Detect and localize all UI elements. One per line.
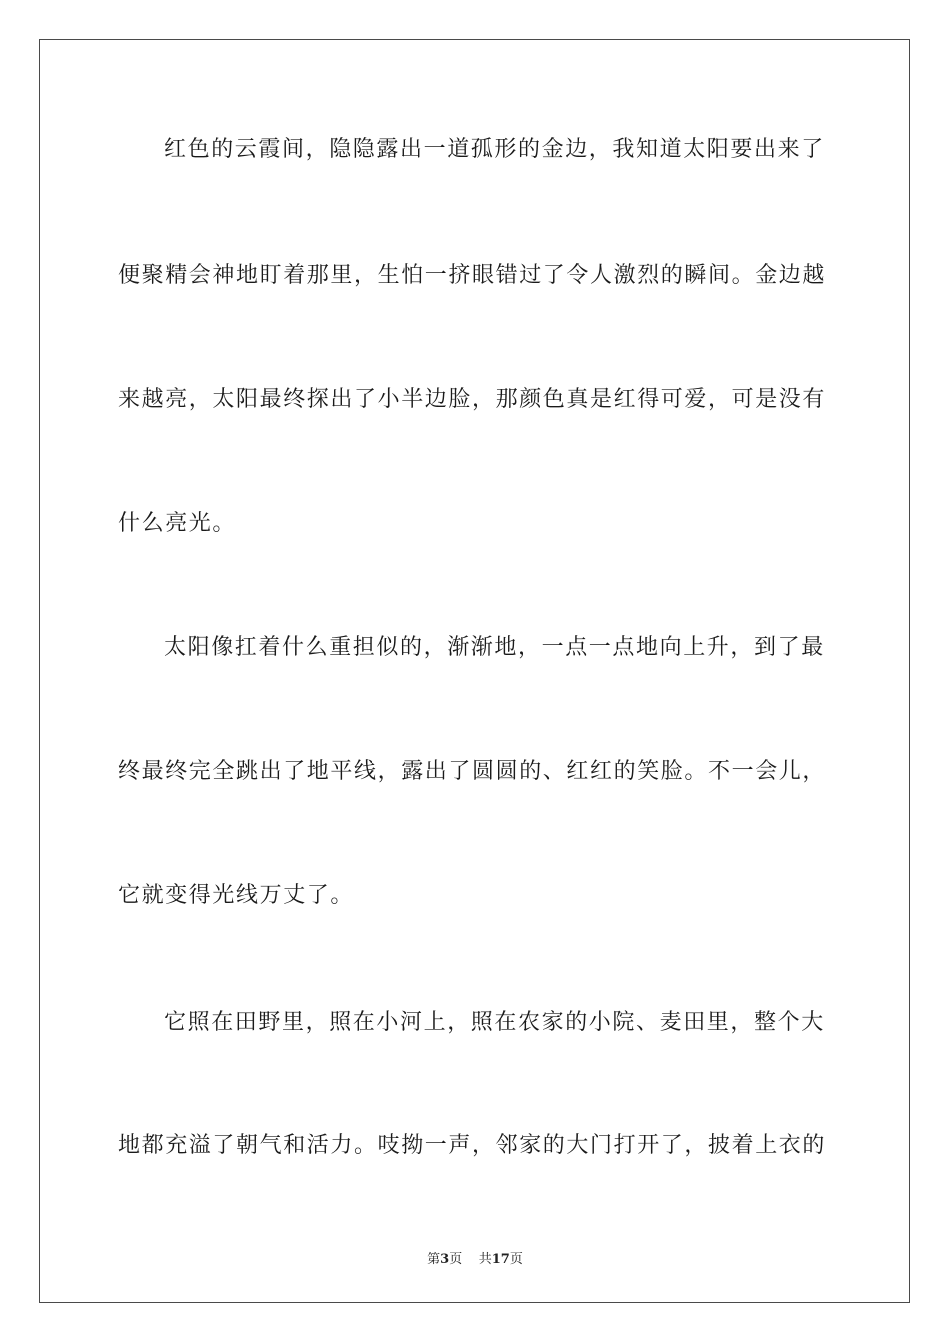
- footer-total-prefix: 共: [478, 1252, 492, 1267]
- footer-page-prefix: 第: [427, 1252, 441, 1267]
- paragraph-1-line-3: 来越亮，太阳最终探出了小半边脸，那颜色真是红得可爱，可是没有: [118, 387, 827, 412]
- footer-page-suffix: 页: [449, 1252, 463, 1267]
- page-border: [39, 39, 910, 1303]
- footer-page-number: 3: [440, 1252, 450, 1267]
- paragraph-2-line-1: 太阳像扛着什么重担似的，渐渐地，一点一点地向上升，到了最: [164, 635, 825, 660]
- paragraph-3-line-1: 它照在田野里，照在小河上，照在农家的小院、麦田里，整个大: [164, 1010, 825, 1035]
- paragraph-2-line-2: 终最终完全跳出了地平线，露出了圆圆的、红红的笑脸。不一会儿，: [118, 759, 827, 784]
- paragraph-2-line-3: 它就变得光线万丈了。: [118, 883, 355, 908]
- footer-total-suffix: 页: [509, 1252, 523, 1267]
- page-footer: [0, 1248, 950, 1267]
- paragraph-1-line-2: 便聚精会神地盯着那里，生怕一挤眼错过了令人激烈的瞬间。金边越: [118, 263, 827, 288]
- paragraph-3-line-2: 地都充溢了朝气和活力。吱拗一声，邻家的大门打开了，披着上衣的: [118, 1133, 827, 1158]
- paragraph-1-line-1: 红色的云霞间，隐隐露出一道孤形的金边，我知道太阳要出来了: [164, 137, 825, 162]
- paragraph-1-line-4: 什么亮光。: [118, 511, 237, 536]
- footer-total-pages: 17: [491, 1252, 510, 1267]
